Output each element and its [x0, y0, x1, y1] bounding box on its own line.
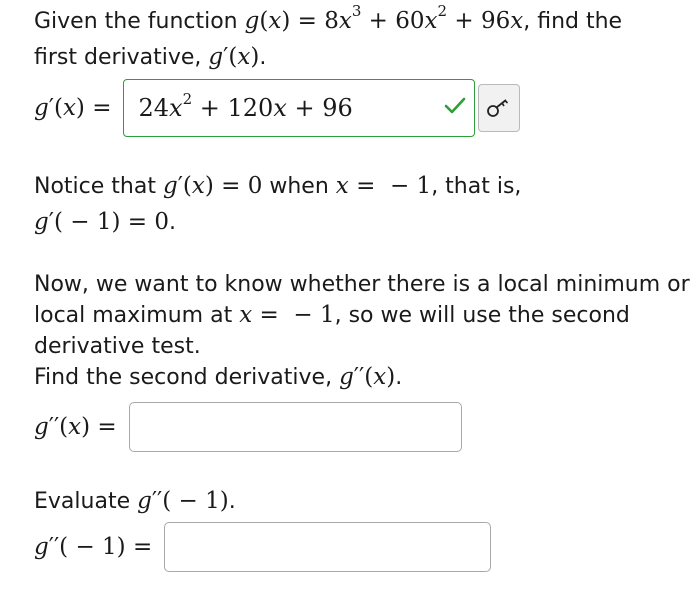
second-derivative-at-row: [34, 522, 491, 572]
first-derivative-row: [34, 79, 520, 137]
prompt-text: Given the function: [34, 9, 245, 34]
function-definition: $g(x) = 8x^3 + 60x^2 + 96x$: [244, 2, 524, 34]
now-line1: Now, we want to know whether there is a local minimum or: [34, 272, 690, 297]
evaluate-math: g′′( − 1): [137, 488, 229, 514]
now-line2-math: x = − 1: [239, 302, 335, 328]
now-line4: Find the second derivative, g′′(x).: [34, 364, 403, 390]
second-derivative-at-label: g′′( − 1) =: [34, 534, 153, 560]
first-derivative-answer-field[interactable]: [123, 79, 475, 137]
prompt-suffix: , find the: [523, 9, 623, 34]
second-derivative-row: [34, 402, 462, 452]
first-derivative-answer: $24x^2 + 120x + 96$: [138, 90, 353, 122]
notice-math1: g′(x) = 0: [162, 173, 263, 199]
checkmark-icon: [444, 97, 466, 115]
second-derivative-input[interactable]: [129, 402, 462, 452]
first-derivative-notation: g′(x): [208, 44, 260, 70]
notice-math2: x = − 1: [335, 173, 432, 199]
second-derivative-notation: g′′(x): [339, 364, 396, 390]
second-derivative-label: g′′(x) =: [34, 414, 117, 440]
evaluate-line: Evaluate g′′( − 1).: [34, 488, 236, 514]
answer-key-button[interactable]: [478, 84, 520, 132]
second-derivative-at-input[interactable]: [164, 522, 491, 572]
now-line2: local maximum at x = − 1, so we will use the second: [34, 302, 630, 328]
notice-math3: g′( − 1) = 0: [34, 209, 169, 235]
key-icon: [486, 97, 512, 119]
problem-statement-line2: first derivative, g′(x).: [34, 44, 267, 70]
notice-line1: Notice that g′(x) = 0 when x = − 1, that is,: [34, 173, 522, 199]
first-derivative-label: g′(x) =: [34, 95, 112, 121]
notice-line2: g′( − 1) = 0.: [34, 209, 176, 235]
problem-statement: [34, 2, 623, 37]
now-line3: derivative test.: [34, 334, 201, 359]
